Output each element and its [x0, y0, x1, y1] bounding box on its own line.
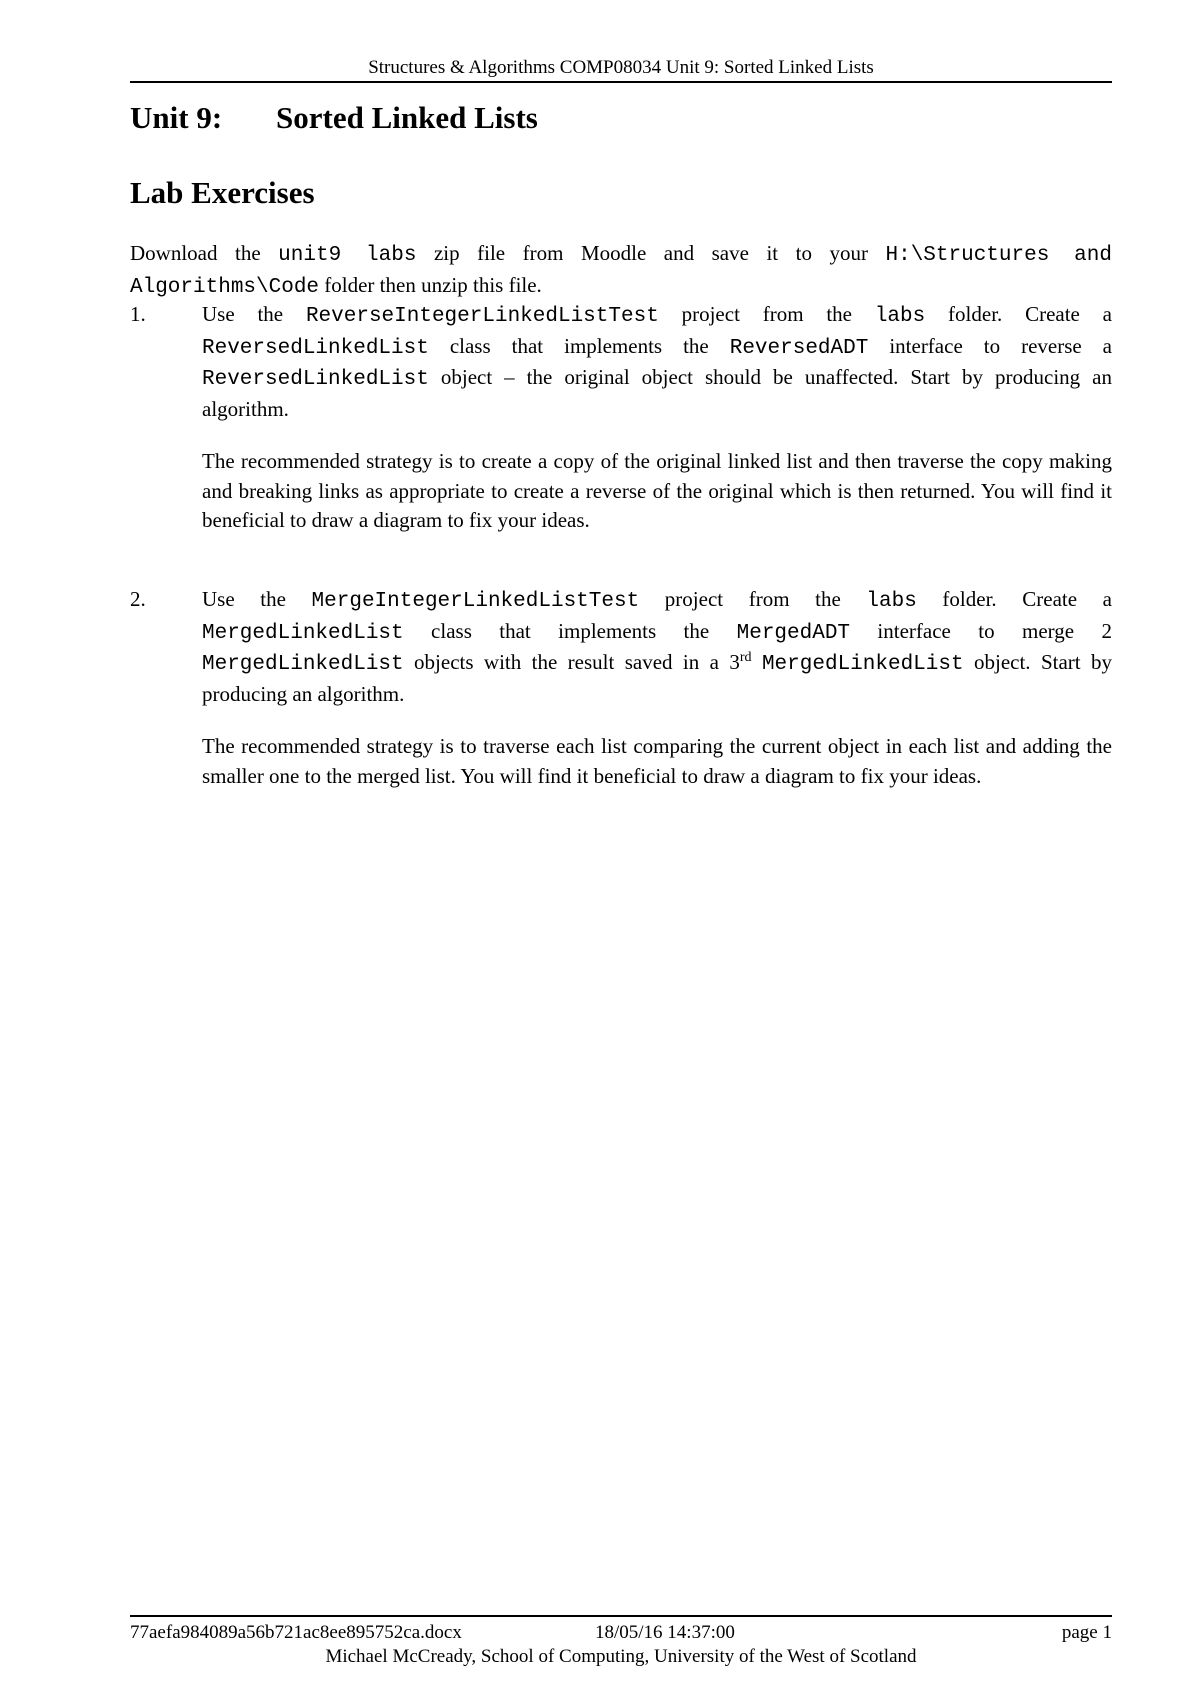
- running-header: Structures & Algorithms COMP08034 Unit 9: Sorted Linked Lists: [368, 57, 874, 78]
- footer-author: Michael McCready, School of Computing, University of the West of Scotland: [325, 1646, 917, 1667]
- exercise-strategy: The recommended strategy is to create a copy of the original linked list and then traverse the copy making and breaking links as appropriate to create a reverse of the original which is then returned. You will find it beneficial to draw a diagram to fix your ideas.: [202, 449, 1112, 532]
- exercise-number: 1.: [130, 302, 146, 326]
- footer-rule: [130, 1615, 1112, 1617]
- unit-number: Unit 9:: [130, 100, 223, 135]
- exercise-number: 2.: [130, 587, 146, 611]
- exercise-instructions: Use the MergeIntegerLinkedListTest project from the labs folder. Create a MergedLinkedList class that implements the MergedADT interface to merge 2 MergedLinkedList objects with the result saved in a 3rd MergedLinkedList object. Start by producing an algorithm.: [202, 587, 1112, 706]
- footer-filename: 77aefa984089a56b721ac8ee895752ca.docx: [130, 1622, 462, 1643]
- footer-datetime: 18/05/16 14:37:00: [595, 1622, 735, 1643]
- code-folder-path: H:\Structures and Algorithms\Code: [130, 244, 1112, 299]
- code-zip-name: unit9 labs: [278, 244, 417, 267]
- exercise-1: [130, 300, 1112, 536]
- exercise-strategy: The recommended strategy is to traverse each list comparing the current object in each list and adding the smaller one to the merged list. You will find it beneficial to draw a diagram to fix your ideas.: [202, 734, 1112, 788]
- exercise-2: [130, 585, 1112, 791]
- unit-name: Sorted Linked Lists: [276, 100, 538, 135]
- header-rule: [130, 81, 1112, 83]
- exercise-instructions: Use the ReverseIntegerLinkedListTest project from the labs folder. Create a ReversedLinkedList class that implements the ReversedADT interface to reverse a ReversedLinkedList object – the original object should be unaffected. Start by producing an algorithm.: [202, 302, 1113, 421]
- page-title: [130, 98, 538, 138]
- intro-paragraph: Download the unit9 labs zip file from Moodle and save it to your H:\Structures and Algorithms\Code folder then unzip this file.: [130, 241, 1112, 299]
- footer-page-number: page 1: [1061, 1622, 1112, 1643]
- section-heading: Lab Exercises: [130, 175, 315, 210]
